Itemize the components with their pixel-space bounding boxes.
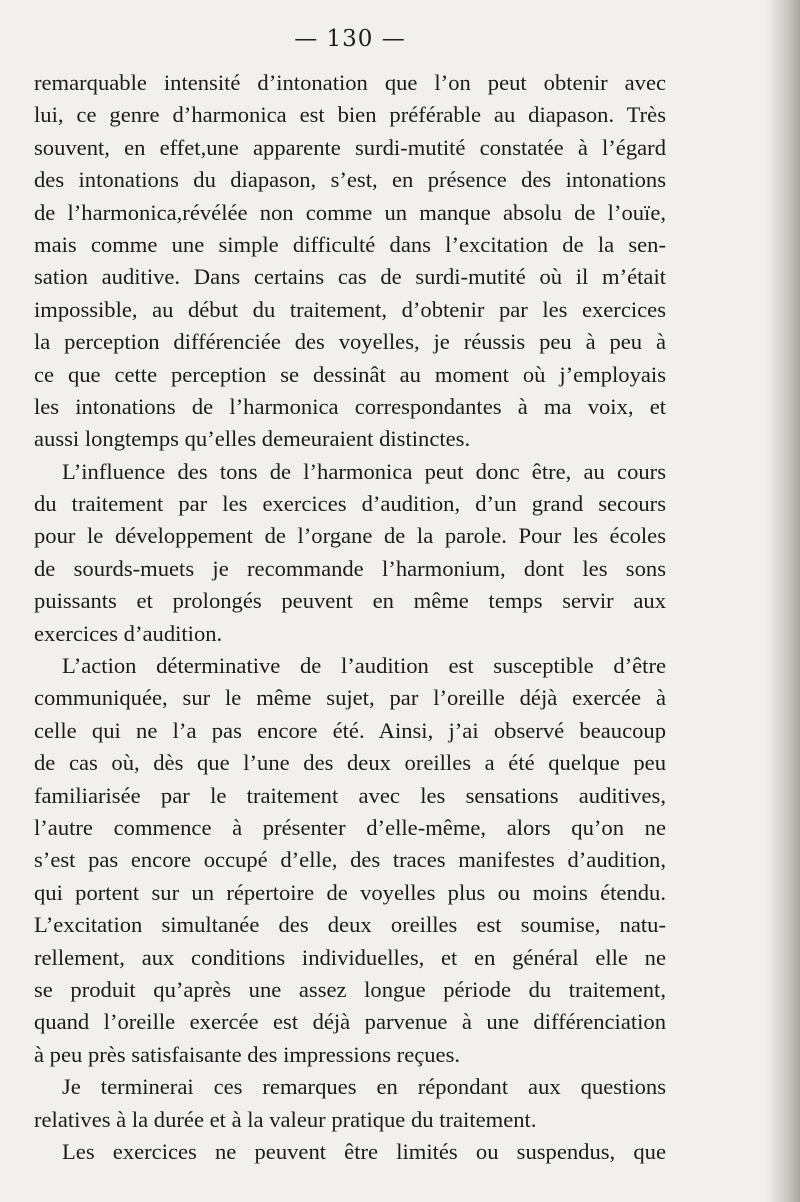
text-line: familiarisée par le traitement avec les sensations auditives, [34,782,666,808]
text-line: L’influence des tons de l’harmonica peut donc être, au cours [62,458,666,484]
text-line: l’autre commence à présenter d’elle-même, alors qu’on ne [34,814,666,840]
text-line: impossible, au début du traitement, d’obtenir par les exercices [34,296,666,322]
text-line: à peu près satisfaisante des impressions reçues. [34,1041,461,1067]
text-line: Les exercices ne peuvent être limités ou suspendus, que [62,1138,666,1164]
text-line: relatives à la durée et à la valeur pratique du traitement. [34,1106,537,1132]
text-line: celle qui ne l’a pas encore été. Ainsi, j’ai observé beaucoup [34,717,666,743]
text-line: les intonations de l’harmonica correspondantes à ma voix, et [34,393,666,419]
text-line: communiquée, sur le même sujet, par l’oreille déjà exercée à [34,685,666,711]
body-text [34,67,666,1168]
text-line: quand l’oreille exercée est déjà parvenue à une différenciation [34,1009,666,1035]
text-line: mais comme une simple difficulté dans l’excitation de la sen- [34,231,666,257]
text-line: des intonations du diapason, s’est, en présence des intonations [34,167,666,193]
text-line: pour le développement de l’organe de la parole. Pour les écoles [34,523,666,549]
text-line: remarquable intensité d’intonation que l’on peut obtenir avec [34,70,666,95]
text-line: s’est pas encore occupé d’elle, des traces manifestes d’audition, [34,847,666,873]
text-line: qui portent sur un répertoire de voyelles plus ou moins étendu. [34,879,666,905]
text-line: se produit qu’après une assez longue période du traitement, [34,976,666,1002]
text-line: rellement, aux conditions individuelles, et en général elle ne [34,944,666,970]
text-line: aussi longtemps qu’elles demeuraient distinctes. [34,426,471,452]
text-line: ce que cette perception se dessinât au moment où j’employais [34,361,666,387]
page-edge-shadow [766,0,800,1202]
text-line: L’excitation simultanée des deux oreilles est soumise, natu- [34,912,666,938]
text-line: exercices d’audition. [34,620,223,646]
page-number: — 130 — [294,26,406,52]
text-line: sation auditive. Dans certains cas de surdi-mutité où il m’était [34,264,666,290]
text-line: la perception différenciée des voyelles, je réussis peu à peu à [34,329,666,355]
text-line: puissants et prolongés peuvent en même temps servir aux [34,588,666,614]
text-line: Je terminerai ces remarques en répondant aux questions [62,1074,666,1100]
text-line: de cas où, dès que l’une des deux oreilles a été quelque peu [34,750,666,776]
text-line: souvent, en effet,une apparente surdi-mutité constatée à l’égard [34,134,666,160]
text-line: de sourds-muets je recommande l’harmonium, dont les sons [34,555,666,581]
text-line: lui, ce genre d’harmonica est bien préférable au diapason. Très [34,102,666,128]
text-line: L’action déterminative de l’audition est susceptible d’être [62,653,666,679]
text-line: de l’harmonica,révélée non comme un manque absolu de l’ouïe, [34,199,666,225]
text-line: du traitement par les exercices d’audition, d’un grand secours [34,491,666,517]
